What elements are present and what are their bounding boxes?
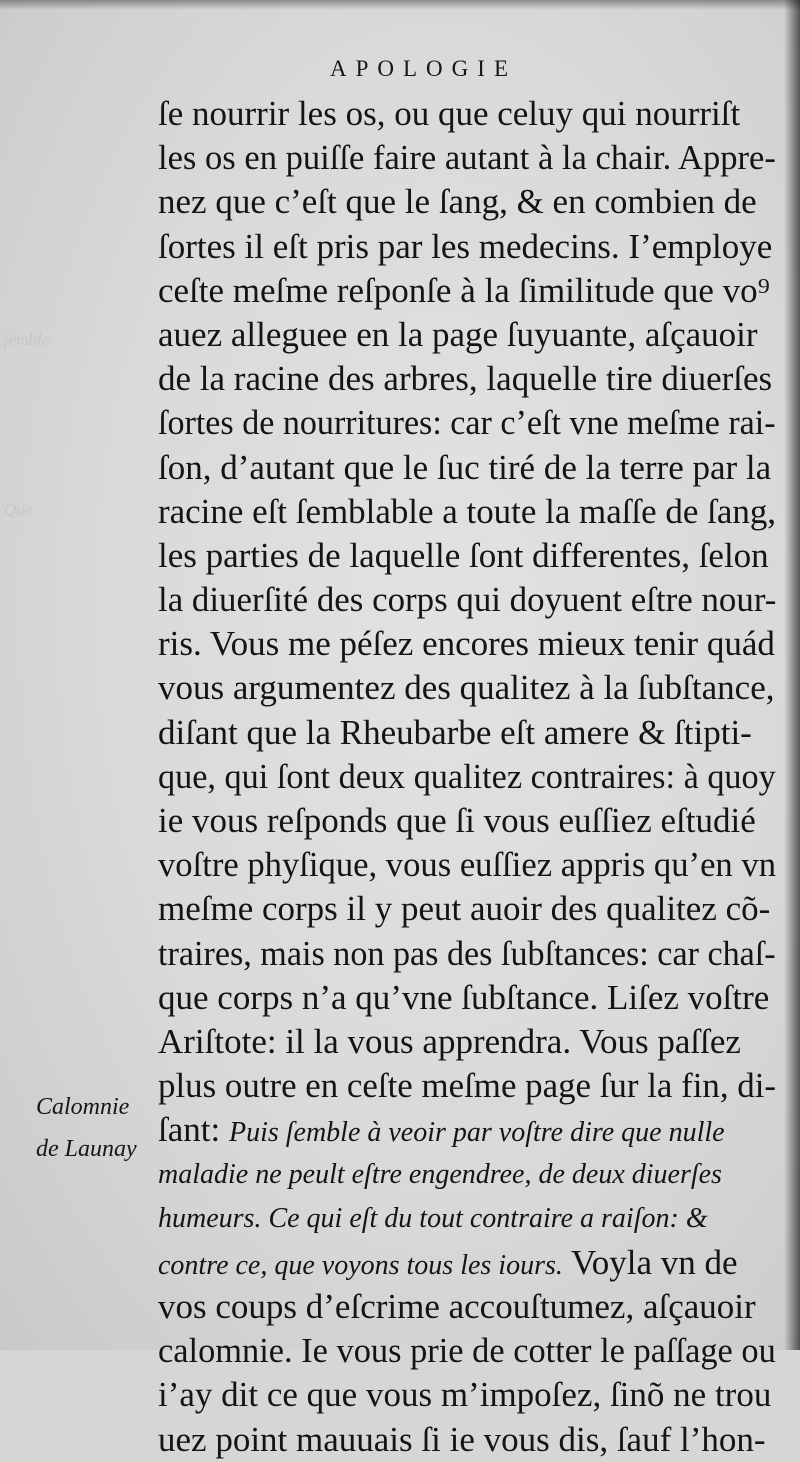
text-line-mixed (158, 1241, 776, 1285)
text-line: que corps n’a qu’vne ſubſtance. Liſez voſtre (158, 977, 770, 1017)
text-line-mixed (158, 1108, 776, 1152)
text-roman: ſant: (158, 1110, 221, 1150)
text-line: uez point mauuais ſi ie vous dis, ſauf l’hon- (158, 1419, 766, 1459)
text-roman: Voyla vn de (571, 1242, 738, 1282)
text-line: meſme corps il y peut auoir des qualitez cõ- (158, 889, 771, 929)
text-line: la diuerſité des corps qui doyuent eſtre nour- (158, 580, 777, 620)
margin-note: de Launay (36, 1136, 137, 1162)
text-line: Ariſtote: il la vous apprendra. Vous paſſez (158, 1021, 741, 1061)
text-line: diſant que la Rheubarbe eſt amere & ſtipti- (158, 712, 752, 752)
text-line: les parties de laquelle ſont differentes, ſelon (158, 535, 769, 575)
text-line: calomnie. Ie vous prie de cotter le paſſage ou (158, 1331, 776, 1371)
text-line: ſortes de nourritures: car c’eſt vne meſme rai- (158, 403, 776, 443)
text-line: vos coups d’eſcrime accouſtumez, aſçauoir (158, 1287, 756, 1327)
text-line: auez alleguee en la page ſuyuante, aſçauoir (158, 314, 758, 354)
text-line: i’ay dit ce que vous m’impoſez, ſinõ ne trou (158, 1375, 772, 1415)
text-line: de la racine des arbres, laquelle tire diuerſes (158, 359, 773, 399)
text-italic: Puis ſemble à veoir par voſtre dire que nulle (228, 1117, 725, 1149)
text-line: ſe nourrir les os, ou que celuy qui nourriſt (158, 94, 741, 133)
text-line: ſon, d’autant que le ſuc tiré de la terre par la (158, 447, 772, 487)
text-line: plus outre en ceſte meſme page ſur la fin, di- (158, 1066, 777, 1106)
text-line: voſtre phyſique, vous euſſiez appris qu’en vn (158, 845, 776, 885)
text-line: ris. Vous me péſez encores mieux tenir quád (158, 624, 775, 664)
text-line: vous argumentez des qualitez à la ſubſtance, (158, 668, 775, 708)
text-italic: contre ce, que voyons tous les iours. (158, 1249, 563, 1281)
bleed-through-mark: Que (4, 500, 33, 519)
text-line-italic: humeurs. Ce qui eſt du tout contraire a raiſon: & (158, 1202, 708, 1234)
body-text (158, 92, 776, 1462)
margin-note: Calomnie (36, 1094, 130, 1120)
text-line: que, qui ſont deux qualitez contraires: à quoy (158, 756, 776, 796)
text-line: les os en puiſſe faire autant à la chair. Appre- (158, 138, 776, 178)
bleed-through-mark: ſemble (4, 330, 50, 349)
text-line: traires, mais non pas des ſubſtances: car chaſ- (158, 933, 776, 973)
text-line: racine eſt ſemblable a toute la maſſe de ſang, (158, 491, 777, 531)
page-gutter-shadow (784, 0, 800, 1350)
text-line: ſortes il eſt pris par les medecins. I’employe (158, 226, 773, 266)
text-line: ie vous reſponds que ſi vous euſſiez eſtudié (158, 801, 756, 840)
page-top-shadow (0, 0, 800, 10)
running-head: APOLOGIE (330, 56, 517, 81)
text-line-italic: maladie ne peult eſtre engendree, de deux diuerſes (158, 1158, 722, 1190)
text-line: nez que c’eſt que le ſang, & en combien de (158, 182, 757, 222)
text-line: ceſte meſme reſponſe à la ſimilitude que vo⁹ (158, 270, 770, 310)
